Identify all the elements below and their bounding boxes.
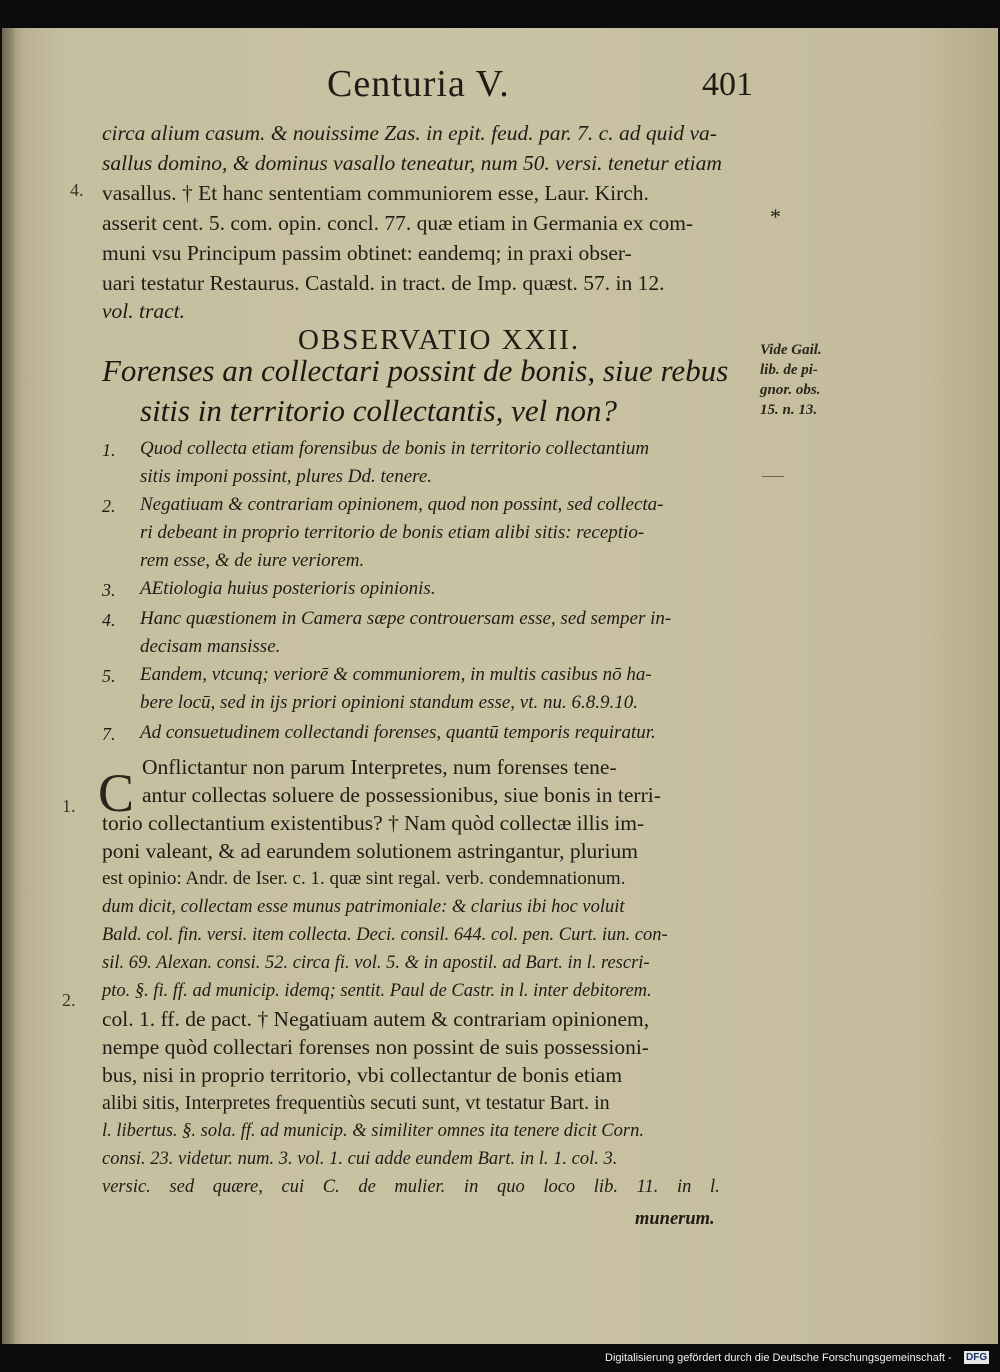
- page-number: 401: [702, 66, 753, 103]
- summary-number: 4.: [102, 610, 116, 630]
- body-line: antur collectas soluere de possessionibus, siue bonis in terri-: [142, 783, 661, 807]
- summary-line: bere locū, sed in ijs priori opinioni standum esse, vt. nu. 6.8.9.10.: [140, 692, 639, 713]
- body-text: est opinio: Andr. de Iser. c. 1. quæ sint regal. verb. condemnationum.: [102, 868, 626, 889]
- drop-cap: C: [98, 763, 135, 823]
- catchword: munerum.: [635, 1209, 715, 1229]
- asterisk-mark: *: [770, 204, 781, 229]
- running-head: [2, 62, 998, 114]
- summary-number: 2.: [102, 496, 116, 516]
- side-note-line: gnor. obs.: [760, 382, 821, 398]
- summary-number: 5.: [102, 666, 116, 686]
- summary-line: Negatiuam & contrariam opinionem, quod non possint, sed collecta-: [140, 494, 664, 515]
- body-line: consi. 23. videtur. num. 3. vol. 1. cui adde eundem Bart. in l. 1. col. 3.: [102, 1149, 618, 1169]
- top-line-1: circa alium casum. & nouissime Zas. in epit. feud. par. 7. c. ad quid va-: [102, 121, 717, 145]
- note-rule: [762, 476, 784, 477]
- page-gutter: [2, 28, 14, 1344]
- body-line: col. 1. ff. de pact. † Negatiuam autem & contrariam opinionem,: [102, 1007, 650, 1031]
- dfg-logo-icon: DFG: [966, 1352, 988, 1363]
- body-line: poni valeant, & ad earundem solutionem astringantur, plurium: [102, 839, 638, 863]
- top-line-5: muni vsu Principum passim obtinet: eandemq; in praxi obser-: [102, 241, 632, 265]
- summary-number: 1.: [102, 440, 116, 460]
- top-line-4: asserit cent. 5. com. opin. concl. 77. quæ etiam in Germania ex com-: [102, 211, 694, 235]
- summary-line: Eandem, vtcunq; veriorē & communiorem, in multis casibus nō ha-: [140, 664, 652, 685]
- summary-line: Ad consuetudinem collectandi forenses, quantū temporis requiratur.: [140, 722, 656, 743]
- book-page: [2, 28, 998, 1344]
- side-note-line: lib. de pi-: [760, 362, 818, 378]
- question-line-1: Forenses an collectari possint de bonis, siue rebus: [102, 353, 729, 388]
- body-line: [102, 864, 625, 894]
- summary-number: 7.: [102, 724, 116, 744]
- running-head-title: Centuria V.: [327, 63, 510, 105]
- top-line-3: vasallus. † Et hanc sententiam communiorem esse, Laur. Kirch.: [102, 181, 649, 205]
- body-line: versic. sed quære, cui C. de mulier. in quo loco lib. 11. in l.: [102, 1177, 720, 1197]
- body-line: Onflictantur non parum Interpretes, num forenses tene-: [142, 755, 617, 779]
- summary-line: ri debeant in proprio territorio de bonis etiam alibi sitis: receptio-: [140, 522, 645, 543]
- summary-line: Hanc quæstionem in Camera sæpe controuersam esse, sed semper in-: [140, 608, 672, 629]
- observatio-heading: OBSERVATIO XXII.: [298, 324, 581, 356]
- body-line: nempe quòd collectari forenses non possint de suis possessioni-: [102, 1035, 649, 1059]
- margin-number-2: 2.: [62, 990, 76, 1010]
- summary-line: AEtiologia huius posterioris opinionis.: [140, 578, 436, 599]
- top-line-2: sallus domino, & dominus vasallo teneatur, num 50. versi. tenetur etiam: [102, 151, 722, 175]
- question-line-2: sitis in territorio collectantis, vel non?: [140, 393, 618, 428]
- summary-number: 3.: [102, 580, 116, 600]
- top-line-7: vol. tract.: [102, 299, 185, 323]
- body-line: torio collectantium existentibus? † Nam quòd collectæ illis im-: [102, 811, 645, 835]
- digitization-footer: Digitalisierung gefördert durch die Deutsche Forschungsgemeinschaft -: [605, 1352, 952, 1364]
- body-line: Bald. col. fin. versi. item collecta. Deci. consil. 644. col. pen. Curt. iun. con-: [102, 925, 668, 945]
- summary-line: sitis imponi possint, plures Dd. tenere.: [140, 466, 433, 487]
- body-line: sil. 69. Alexan. consi. 52. circa fi. vol. 5. & in apostil. ad Bart. in l. rescri-: [102, 953, 650, 973]
- summary-line: rem esse, & de iure veriorem.: [140, 550, 365, 571]
- summary-line: Quod collecta etiam forensibus de bonis in territorio collectantium: [140, 438, 650, 459]
- side-note-line: 15. n. 13.: [760, 402, 818, 418]
- body-line: l. libertus. §. sola. ff. ad municip. & similiter omnes ita tenere dicit Corn.: [102, 1121, 644, 1141]
- side-note: [760, 340, 870, 420]
- body-line: pto. §. fi. ff. ad municip. idemq; sentit. Paul de Castr. in l. inter debitorem.: [102, 981, 652, 1001]
- side-note-line: Vide Gail.: [760, 342, 822, 358]
- body-line: alibi sitis, Interpretes frequentiùs secuti sunt, vt testatur Bart. in: [102, 1092, 610, 1114]
- margin-number-4: 4.: [70, 180, 84, 200]
- body-line: dum dicit, collectam esse munus patrimoniale: & clarius ibi hoc voluit: [102, 897, 625, 917]
- summary-line: decisam mansisse.: [140, 636, 281, 657]
- body-line: bus, nisi in proprio territorio, vbi collectantur de bonis etiam: [102, 1063, 623, 1087]
- top-line-6: uari testatur Restaurus. Castald. in tract. de Imp. quæst. 57. in 12.: [102, 271, 665, 295]
- margin-number-1: 1.: [62, 796, 76, 816]
